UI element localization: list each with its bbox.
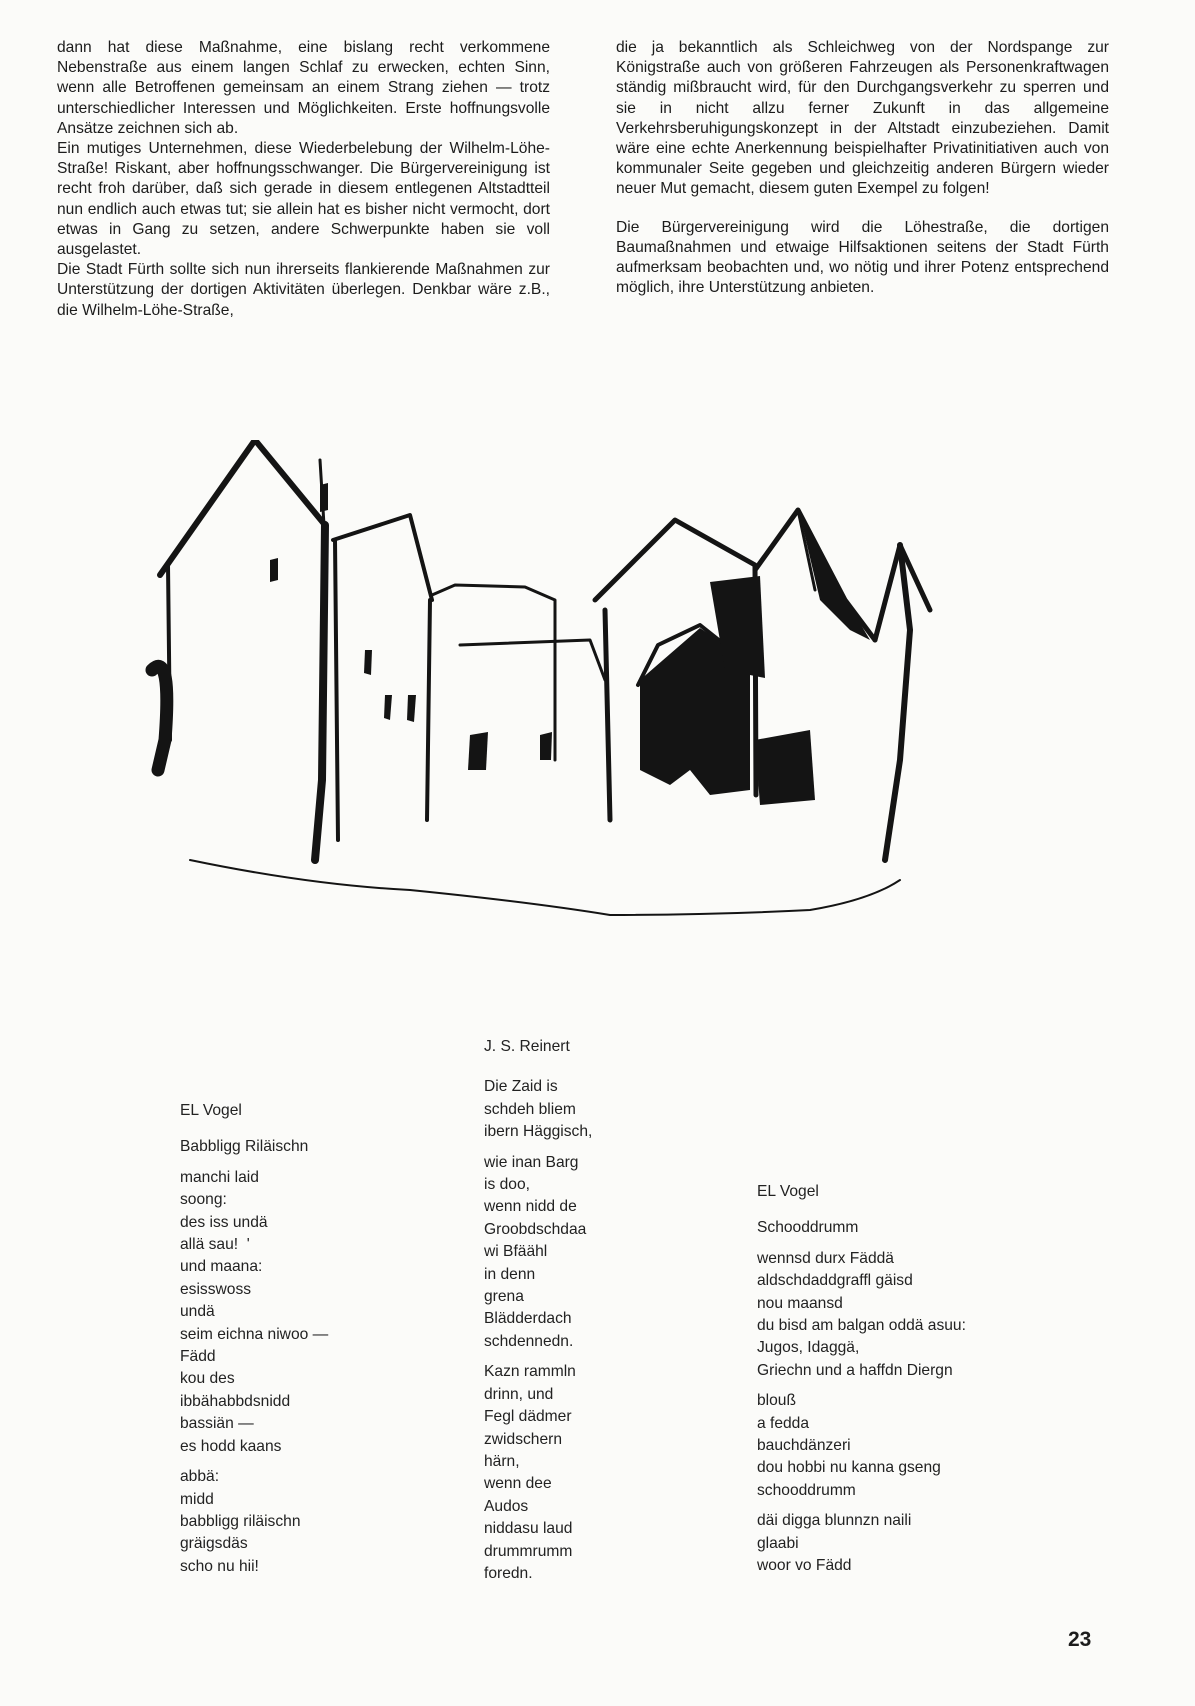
poem-line: Kazn rammln [484, 1363, 576, 1381]
page-number: 23 [1068, 1628, 1092, 1651]
poem-stanza [484, 1152, 724, 1354]
poem-stanza [757, 1510, 1087, 1577]
poem-line: aldschdaddgraffl gäisd [757, 1272, 913, 1290]
poem-line: a fedda [757, 1414, 810, 1432]
poem-line: drummrumm [484, 1542, 573, 1560]
poem-stanza [757, 1248, 1087, 1382]
poem-line: es hodd kaans [180, 1437, 282, 1455]
poem-author: EL Vogel [180, 1102, 242, 1119]
poem-line: bassiän — [180, 1415, 254, 1433]
poem-line: esisswoss [180, 1280, 252, 1298]
poem-line: Audos [484, 1497, 529, 1515]
poem-line: Groobdschdaa [484, 1220, 587, 1238]
poem-line: wie inan Barg [484, 1153, 579, 1171]
poem-line: Die Zaid is [484, 1078, 558, 1096]
poem-line: undä [180, 1303, 215, 1321]
poem-line: manchi laid [180, 1168, 259, 1186]
poem-line: und maana: [180, 1258, 263, 1276]
poem-line: Blädderdach [484, 1310, 572, 1328]
poem-title: Schooddrumm [757, 1219, 859, 1237]
poem-line: grena [484, 1288, 524, 1306]
poem-line: allä sau! ' [180, 1236, 250, 1254]
poem-line: schdeh bliem [484, 1100, 576, 1118]
poem-line: nou maansd [757, 1294, 843, 1312]
poem-line: schooddrumm [757, 1481, 856, 1499]
article-paragraph: dann hat diese Maßnahme, eine bislang recht verkommene Nebenstraße aus einem langen Schlaf zu erwecken, echten Sinn, wenn alle Betroffenen gemeinsam an einem Strang ziehen — trotz unterschiedlicher Interessen und Möglichkeiten. Erste hoffnungsvolle Ansätze zeichnen sich ab. [57, 39, 550, 137]
poem-line: Fegl dädmer [484, 1408, 572, 1426]
poem-line: wenn nidd de [484, 1198, 577, 1216]
poem-stanza [484, 1076, 724, 1143]
poem-line: wennsd durx Fäddä [757, 1249, 894, 1267]
poem-line: Fädd [180, 1348, 216, 1366]
poem-line: bauchdänzeri [757, 1437, 851, 1455]
poem-line: des iss undä [180, 1213, 268, 1231]
poem-line: schdennedn. [484, 1332, 574, 1350]
poem-line: woor vo Fädd [757, 1557, 852, 1575]
poem-line: scho nu hii! [180, 1557, 259, 1575]
poem-line: foredn. [484, 1564, 533, 1582]
poem-line: glaabi [757, 1534, 799, 1552]
poem-line: härn, [484, 1452, 520, 1470]
poem-line: kou des [180, 1370, 235, 1388]
article-paragraph: Ein mutiges Unternehmen, diese Wiederbelebung der Wilhelm-Löhe-Straße! Riskant, aber hoffnungsschwanger. Die Bürgervereinigung ist recht froh darüber, daß sich gerade in diesem entlegenen Altstadtteil nun endlich auch etwas tut; sie allein hat es bisher nicht vermocht, dort etwas in Gang zu setzen, andere Schwerpunkte haben sie voll ausgelastet. [57, 140, 550, 259]
article-paragraph: Die Stadt Fürth sollte sich nun ihrerseits flankierende Maßnahmen zur Unterstützung der dortigen Aktivitäten überlegen. Denkbar wäre z.B., die Wilhelm-Löhe-Straße, [57, 261, 550, 319]
poem-line: du bisd am balgan oddä asuu: [757, 1317, 966, 1335]
article-paragraph: die ja bekanntlich als Schleichweg von der Nordspange zur Königstraße auch von größeren Fahrzeugen als Personenkraftwagen ständig mißbraucht wird, für den Durchgangsverkehr zu sperren und sie in nicht allzu ferner Zukunft in das allgemeine Verkehrsberuhigungskonzept in der Altstadt einzubeziehen. Damit wäre eine echte Anerkennung beispielhafter Privatinitiativen auch von kommunaler Seite gegeben und gleichzeitig anderen Bürgern wieder neuer Mut gemacht, diesem guten Exempel zu folgen! [616, 39, 1109, 198]
article-column-right [616, 38, 1109, 298]
poem-line: dou hobbi nu kanna gseng [757, 1459, 941, 1477]
poem-line: niddasu laud [484, 1520, 573, 1538]
poem-line: blouß [757, 1392, 797, 1410]
poem-stanza [180, 1167, 480, 1458]
poem-line: zwidschern [484, 1430, 562, 1448]
poem-line: midd [180, 1490, 214, 1508]
poem-line: drinn, und [484, 1385, 554, 1403]
poem-babbligg-rilaischn [180, 1100, 480, 1578]
poem-reinert [484, 1036, 724, 1585]
poem-line: abbä: [180, 1468, 220, 1486]
ink-sketch-old-town-houses-icon [110, 440, 940, 1000]
poem-stanzas [484, 1076, 724, 1585]
poem-line: däi digga blunnzn naili [757, 1512, 912, 1530]
article-column-left [57, 38, 550, 321]
poem-line: ibern Häggisch, [484, 1123, 593, 1141]
poem-line: ibbähabbdsnidd [180, 1392, 291, 1410]
poem-line: gräigsdäs [180, 1535, 248, 1553]
poem-title: Babbligg Riläischn [180, 1138, 309, 1156]
poem-author: J. S. Reinert [484, 1038, 570, 1055]
poem-line: Jugos, Idaggä, [757, 1339, 860, 1357]
poem-stanza [180, 1466, 480, 1578]
poem-stanza [484, 1361, 724, 1585]
poem-line: wi Bfäähl [484, 1243, 548, 1261]
article-paragraph: Die Bürgervereinigung wird die Löhestraße, die dortigen Baumaßnahmen und etwaige Hilfsaktionen seitens der Stadt Fürth aufmerksam beobachten und, wo nötig und ihrer Potenz entsprechend möglich, ihre Unterstützung anbieten. [616, 218, 1109, 297]
poem-line: seim eichna niwoo — [180, 1325, 329, 1343]
poem-author: EL Vogel [757, 1183, 819, 1200]
poem-stanza [757, 1390, 1087, 1502]
poem-schooddrumm [757, 1181, 1087, 1578]
poem-stanzas [757, 1248, 1087, 1578]
poem-line: Griechn und a haffdn Diergn [757, 1361, 953, 1379]
poem-line: wenn dee [484, 1475, 552, 1493]
poem-line: is doo, [484, 1176, 530, 1194]
poem-line: in denn [484, 1265, 536, 1283]
poem-line: soong: [180, 1191, 227, 1209]
poem-stanzas [180, 1167, 480, 1578]
poem-line: babbligg riläischn [180, 1512, 301, 1530]
